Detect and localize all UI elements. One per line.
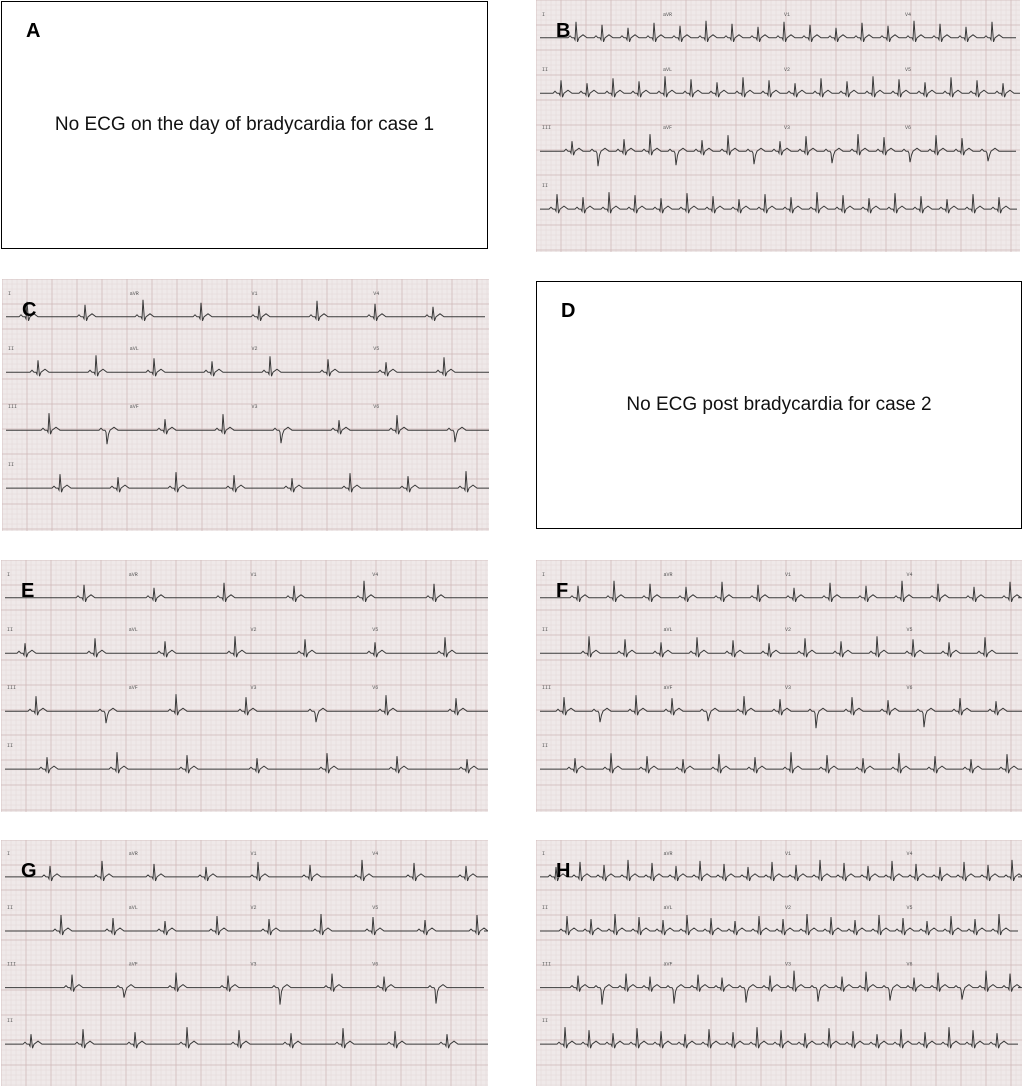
lead-label: V3 (250, 961, 257, 968)
lead-label: I (7, 850, 11, 857)
lead-label: V4 (372, 571, 379, 578)
lead-label: II (7, 743, 14, 750)
lead-label: V1 (250, 850, 257, 857)
lead-label: III (542, 961, 552, 968)
lead-label: aVR (663, 571, 673, 578)
lead-label: V5 (905, 67, 912, 74)
lead-label: V4 (906, 850, 913, 857)
lead-label: V2 (785, 905, 792, 912)
lead-label: V5 (906, 627, 913, 634)
panel-c (2, 279, 489, 531)
lead-label: V3 (785, 961, 792, 968)
lead-label: V2 (250, 627, 257, 634)
lead-label: II (542, 67, 549, 74)
lead-label: aVR (663, 11, 673, 18)
ecg-tracing (536, 840, 1022, 1086)
lead-label: aVR (128, 850, 138, 857)
lead-label: III (8, 404, 18, 411)
lead-label: II (7, 627, 14, 634)
lead-label: aVF (663, 685, 673, 692)
lead-label: V5 (373, 346, 380, 353)
ecg-tracing (1, 840, 488, 1086)
panel-e (1, 560, 488, 812)
ecg-paper (536, 0, 1020, 252)
lead-label: aVL (663, 67, 673, 74)
lead-label: V4 (906, 571, 913, 578)
lead-label: II (7, 1018, 14, 1025)
panel-f (536, 560, 1022, 812)
lead-label: V3 (785, 685, 792, 692)
panel-d (536, 281, 1022, 529)
lead-label: II (8, 462, 15, 469)
lead-label: V2 (784, 67, 791, 74)
ecg-paper (536, 840, 1022, 1086)
lead-label: III (7, 961, 17, 968)
lead-label: I (7, 571, 11, 578)
lead-label: III (542, 125, 552, 132)
lead-label: aVF (128, 961, 138, 968)
lead-label: V3 (250, 685, 257, 692)
lead-label: V5 (372, 627, 379, 634)
lead-label: V1 (250, 571, 257, 578)
lead-label: aVR (128, 571, 138, 578)
ecg-tracing (536, 560, 1022, 812)
lead-label: V3 (784, 125, 791, 132)
lead-label: V1 (251, 290, 258, 297)
lead-label: V6 (906, 685, 913, 692)
lead-label: aVF (129, 404, 139, 411)
lead-label: V2 (785, 627, 792, 634)
panel-label: F (556, 580, 569, 602)
lead-label: III (542, 685, 552, 692)
lead-label: V1 (785, 850, 792, 857)
lead-label: V1 (785, 571, 792, 578)
lead-label: V1 (784, 11, 791, 18)
lead-label: V5 (372, 905, 379, 912)
lead-label: V6 (905, 125, 912, 132)
ecg-tracing (2, 279, 489, 531)
lead-label: aVL (128, 905, 138, 912)
no-ecg-message: No ECG on the day of bradycardia for case 1 (54, 114, 435, 135)
lead-label: II (542, 627, 549, 634)
lead-label: I (542, 850, 546, 857)
lead-label: V4 (372, 850, 379, 857)
lead-label: V6 (372, 961, 379, 968)
panel-label: B (556, 20, 571, 42)
panel-a (1, 1, 488, 249)
lead-label: II (542, 905, 549, 912)
lead-label: III (7, 685, 17, 692)
no-ecg-message: No ECG post bradycardia for case 2 (626, 394, 932, 415)
panel-h (536, 840, 1022, 1086)
lead-label: aVL (663, 627, 673, 634)
panel-b (536, 0, 1020, 252)
lead-label: II (542, 743, 549, 750)
lead-label: aVR (663, 850, 673, 857)
lead-label: aVL (663, 905, 673, 912)
lead-label: V3 (251, 404, 258, 411)
lead-label: aVL (129, 346, 139, 353)
ecg-tracing (1, 560, 488, 812)
lead-label: I (542, 11, 546, 18)
lead-label: V4 (905, 11, 912, 18)
lead-label: V6 (906, 961, 913, 968)
lead-label: II (542, 1018, 549, 1025)
panel-label: D (561, 300, 576, 322)
panel-label: A (26, 20, 41, 42)
lead-label: V2 (251, 346, 258, 353)
lead-label: V2 (250, 905, 257, 912)
lead-label: aVL (128, 627, 138, 634)
panel-label: E (21, 580, 35, 602)
panel-label: C (22, 299, 37, 321)
ecg-tracing (536, 0, 1020, 252)
panel-g (1, 840, 488, 1086)
lead-label: V6 (372, 685, 379, 692)
lead-label: aVF (663, 125, 673, 132)
panel-label: G (21, 860, 37, 882)
lead-label: V5 (906, 905, 913, 912)
lead-label: II (7, 905, 14, 912)
lead-label: V6 (373, 404, 380, 411)
lead-label: II (8, 346, 15, 353)
lead-label: aVR (129, 290, 139, 297)
lead-label: II (542, 183, 549, 190)
lead-label: V4 (373, 290, 380, 297)
lead-label: aVF (128, 685, 138, 692)
lead-label: I (8, 290, 12, 297)
lead-label: aVF (663, 961, 673, 968)
lead-label: I (542, 571, 546, 578)
panel-label: H (556, 860, 571, 882)
